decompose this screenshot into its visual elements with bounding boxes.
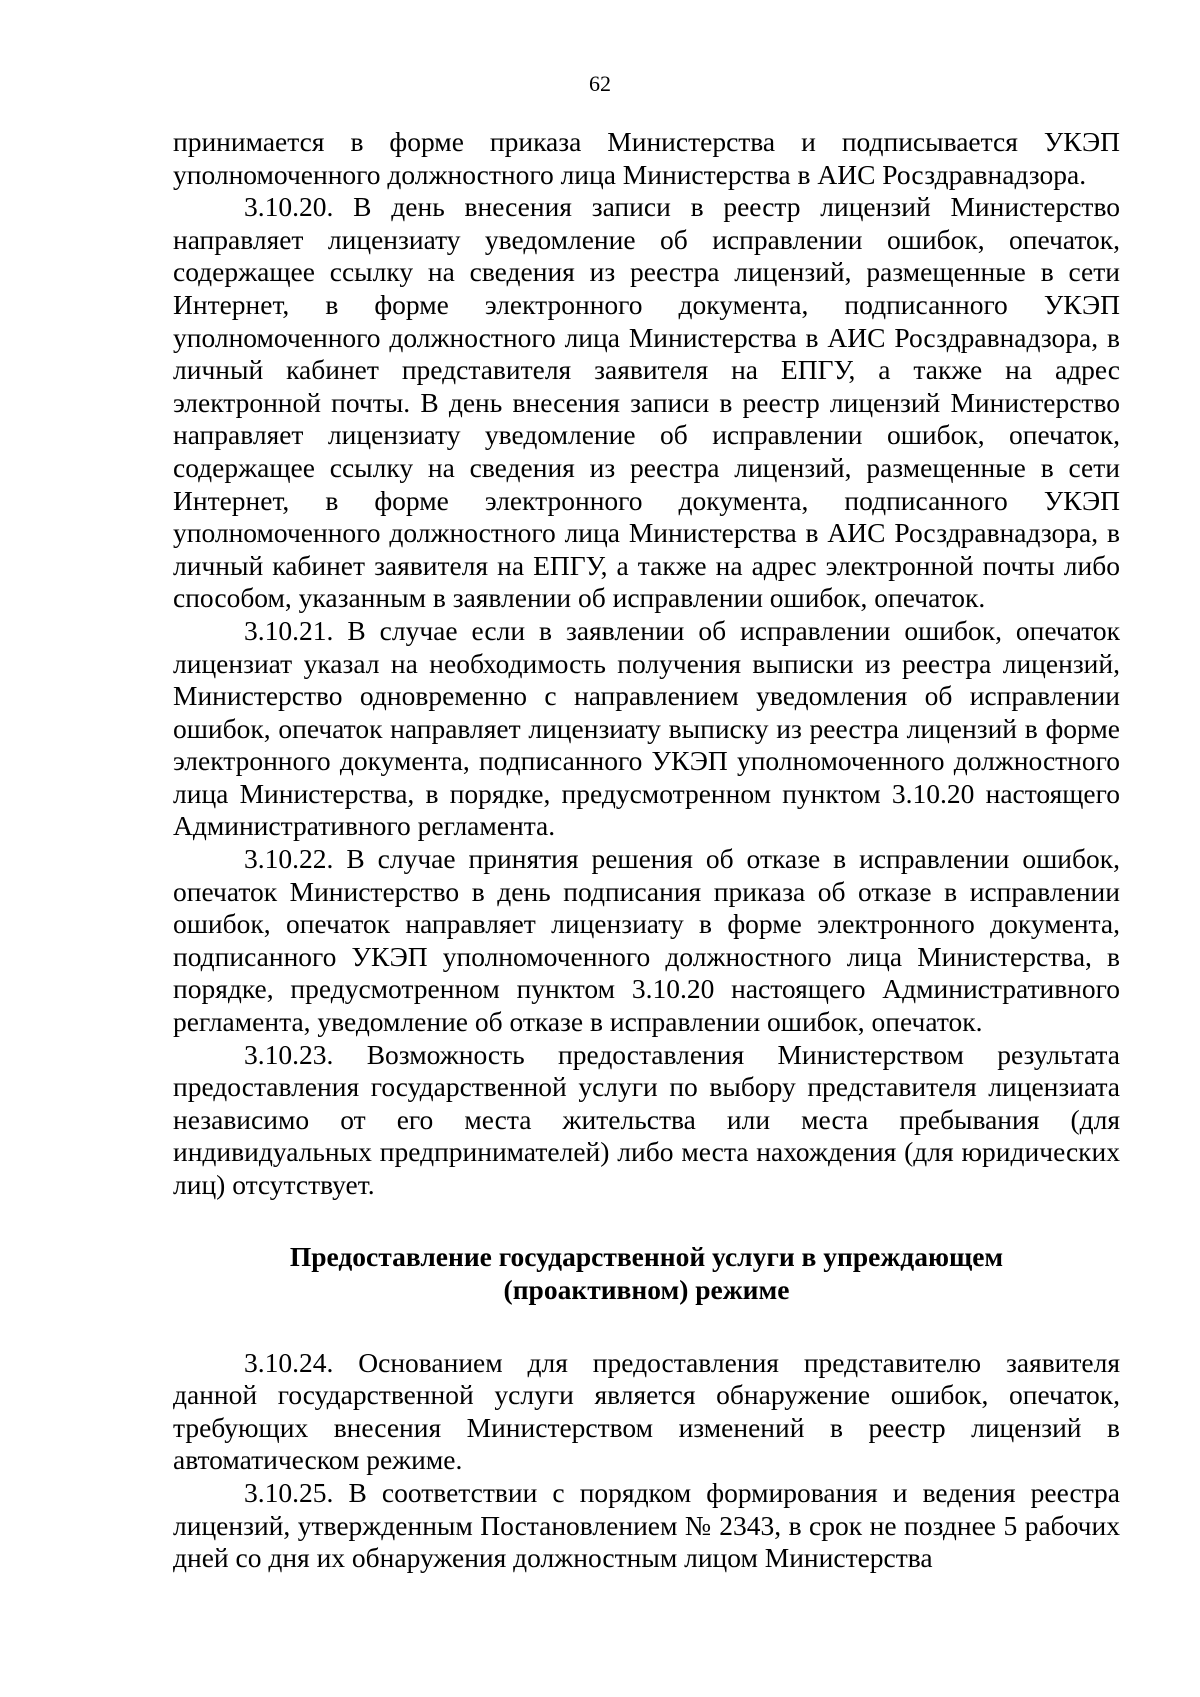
section-heading-line-2: (проактивном) режиме — [503, 1273, 790, 1305]
paragraph-3-10-22: 3.10.22. В случае принятия решения об отказе в исправлении ошибок, опечаток Министерство в день подписания приказа об отказе в исправлении ошибок, опечаток направляет лицензиату в форме электронного документа, подписанного УКЭП уполномоченного должностного лица Министерства, в порядке, предусмотренном пунктом 3.10.20 настоящего Административного регламента, уведомление об отказе в исправлении ошибок, опечаток. — [173, 843, 1120, 1038]
document-body — [173, 126, 1120, 1575]
section-heading-line-1: Предоставление государственной услуги в упреждающем — [289, 1240, 1004, 1272]
section-heading — [173, 1240, 1120, 1306]
paragraph-3-10-23: 3.10.23. Возможность предоставления Министерством результата предоставления государственной услуги по выбору представителя лицензиата независимо от его места жительства или места пребывания (для индивидуальных предпринимателей) либо места нахождения (для юридических лиц) отсутствует. — [173, 1038, 1120, 1200]
paragraph-3-10-25: 3.10.25. В соответствии с порядком формирования и ведения реестра лицензий, утвержденным Постановлением № 2343, в срок не позднее 5 рабочих дней со дня их обнаружения должностным лицом Министерства — [173, 1476, 1120, 1574]
paragraph-3-10-20: 3.10.20. В день внесения записи в реестр лицензий Министерство направляет лицензиату уведомление об исправлении ошибок, опечаток, содержащее ссылку на сведения из реестра лицензий, размещенные в сети Интернет, в форме электронного документа, подписанного УКЭП уполномоченного должностного лица Министерства в АИС Росздравнадзора, в личный кабинет представителя заявителя на ЕПГУ, а также на адрес электронной почты. В день внесения записи в реестр лицензий Министерство направляет лицензиату уведомление об исправлении ошибок, опечаток, содержащее ссылку на сведения из реестра лицензий, размещенные в сети Интернет, в форме электронного документа, подписанного УКЭП уполномоченного должностного лица Министерства в АИС Росздравнадзора, в личный кабинет заявителя на ЕПГУ, а также на адрес электронной почты либо способом, указанным в заявлении об исправлении ошибок, опечаток. — [173, 191, 1120, 614]
page-number: 62 — [589, 71, 611, 96]
paragraph-continuation: принимается в форме приказа Министерства и подписывается УКЭП уполномоченного должностного лица Министерства в АИС Росздравнадзора. — [173, 126, 1120, 190]
paragraph-3-10-24: 3.10.24. Основанием для предоставления представителю заявителя данной государственной услуги является обнаружение ошибок, опечаток, требующих внесения Министерством изменений в реестр лицензий в автоматическом режиме. — [173, 1346, 1120, 1476]
paragraph-3-10-21: 3.10.21. В случае если в заявлении об исправлении ошибок, опечаток лицензиат указал на необходимость получения выписки из реестра лицензий, Министерство одновременно с направлением уведомления об исправлении ошибок, опечаток направляет лицензиату выписку из реестра лицензий в форме электронного документа, подписанного УКЭП уполномоченного должностного лица Министерства, в порядке, предусмотренном пунктом 3.10.20 настоящего Административного регламента. — [173, 614, 1120, 842]
